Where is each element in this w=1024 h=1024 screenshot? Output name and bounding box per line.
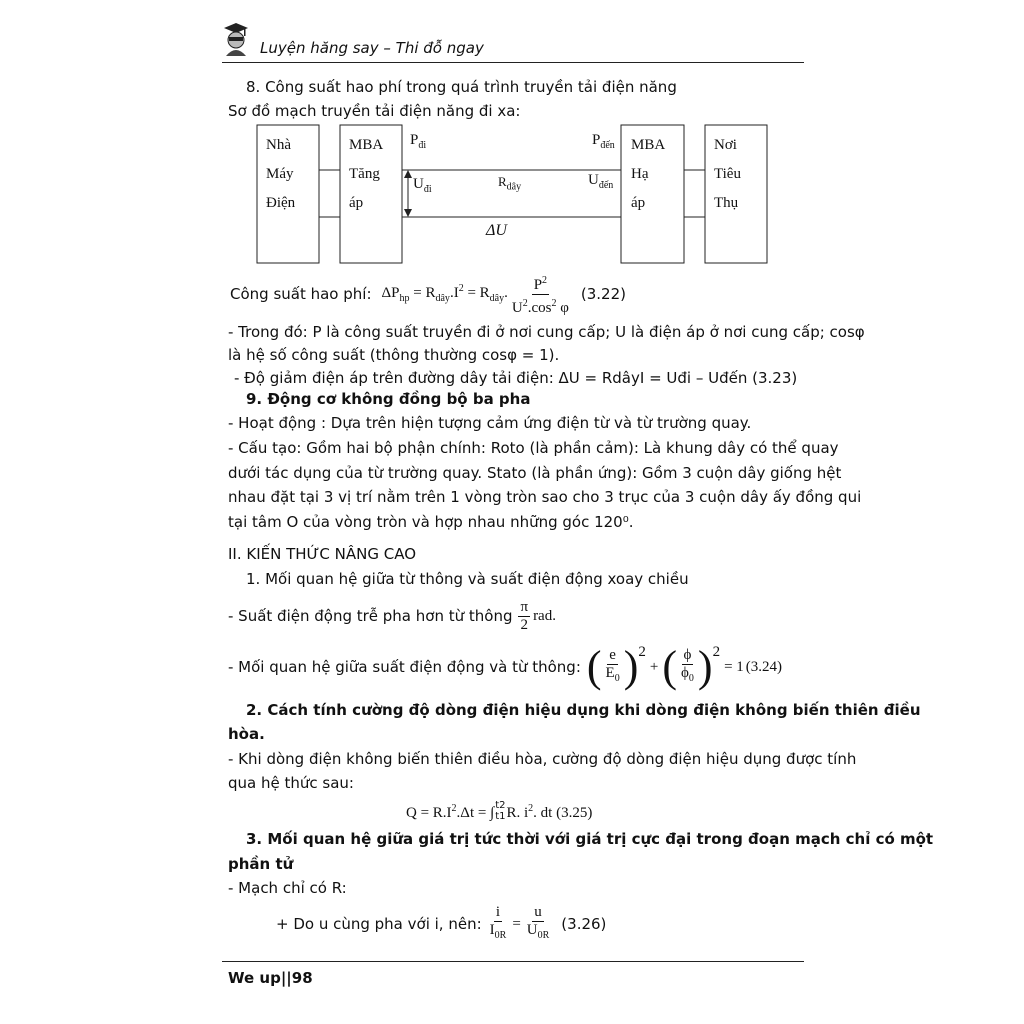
formula-3-25: $Q = R.I^2.\Delta t$ = ∫ t2 t1 R. $i^2$. dt (3.25)	[406, 800, 593, 822]
header-title: Luyện hăng say – Thi đỗ ngay	[260, 39, 484, 57]
text-p4d: tại tâm O của vòng tròn và hợp nhau những góc 120⁰.	[228, 513, 634, 531]
text-p1a: - Trong đó: P là công suất truyền đi ở nơi cung cấp; U là điện áp ở nơi cung cấp; cosφ	[228, 323, 865, 341]
text-p1b: là hệ số công suất (thông thường cosφ = 1).	[228, 346, 560, 364]
box1-line3: Điện	[266, 195, 296, 211]
section-8-heading: 8. Công suất hao phí trong quá trình truyền tải điện năng	[246, 78, 677, 96]
section-II-heading: II. KIẾN THỨC NÂNG CAO	[228, 545, 417, 563]
text-p5: - Suất điện động trễ pha hơn từ thông $\frac{\pi}{2}$ rad.	[228, 598, 556, 633]
section-8-intro: Sơ đồ mạch truyền tải điện năng đi xa:	[228, 102, 521, 120]
text-p6: - Mối quan hệ giữa suất điện động và từ thông: ( $\frac{e}{E_0}$ ) 2 + ( $\frac{\phi}{\phi_0}$ ) 2 = 1 (3.24)	[228, 642, 783, 691]
formula-3-22-fraction: $\frac{P^2}{U^2.\cos^2 \varphi}$	[510, 272, 571, 317]
arrow-down-icon	[404, 209, 412, 217]
box1-line1: Nhà	[266, 137, 291, 153]
box4-line3: Thụ	[714, 195, 739, 211]
formula-3-22-label: Công suất hao phí:	[230, 285, 372, 303]
transmission-diagram	[250, 120, 780, 270]
text-p4b: dưới tác dụng của từ trường quay. Stato (là phần ứng): Gồm 3 cuộn dây giống hệt	[228, 464, 842, 482]
formula-3-22: Công suất hao phí: $\Delta P_{hp} = R_{dây}.I^2 = R_{dây}$. $\frac{P^2}{U^2.\cos^2 \varphi}$ (3.22)	[230, 274, 626, 314]
label-r-day: $R_{dây}$	[498, 174, 522, 193]
box2-line3: áp	[349, 195, 364, 211]
arrow-up-icon	[404, 170, 412, 178]
subsection-1-heading: 1. Mối quan hệ giữa từ thông và suất điện động xoay chiều	[246, 570, 689, 588]
pi-over-2: $\frac{\pi}{2}$	[520, 598, 529, 633]
subsection-3-heading-b: phần tử	[228, 855, 294, 873]
text-p4c: nhau đặt tại 3 vị trí nằm trên 1 vòng tròn sao cho 3 trục của 3 cuộn dây ấy đồng qui	[228, 488, 862, 506]
box2-line1: MBA	[349, 137, 384, 153]
subsection-3-heading-a: 3. Mối quan hệ giữa giá trị tức thời với giá trị cực đại trong đoạn mạch chỉ có một	[246, 830, 934, 848]
label-p-den: $P_{đến}$	[592, 132, 615, 151]
label-delta-u: ΔU	[486, 222, 507, 239]
footer-page-label: We up||98	[228, 969, 313, 987]
text-p7b: qua hệ thức sau:	[228, 774, 354, 792]
footer-rule	[222, 961, 804, 962]
text-p8: - Mạch chỉ có R:	[228, 879, 347, 897]
label-p-di: $P_{đi}$	[410, 132, 427, 151]
box1-line2: Máy	[266, 166, 294, 182]
label-u-den: $U_{đến}$	[588, 172, 614, 191]
label-u-di: $U_{đi}$	[413, 176, 432, 195]
box3-line1: MBA	[631, 137, 666, 153]
text-p4a: - Cấu tạo: Gồm hai bộ phận chính: Roto (là phần cảm): Là khung dây có thể quay	[228, 439, 839, 457]
formula-3-26: + Do u cùng pha với i, nên: $\frac{i}{I_{0R}}$ = $\frac{u}{U_{0R}}$ (3.26)	[276, 904, 607, 941]
box3-line2: Hạ	[631, 166, 649, 182]
subsection-2-heading-b: hòa.	[228, 725, 265, 743]
subsection-2-heading-a: 2. Cách tính cường độ dòng điện hiệu dụng khi dòng điện không biến thiên điều	[246, 701, 921, 719]
text-p3: - Hoạt động : Dựa trên hiện tượng cảm ứng điện từ và từ trường quay.	[228, 414, 752, 432]
header-rule	[222, 62, 804, 63]
box4-line2: Tiêu	[714, 166, 741, 182]
box3-line3: áp	[631, 195, 646, 211]
box4-line1: Nơi	[714, 137, 737, 153]
section-9-heading: 9. Động cơ không đồng bộ ba pha	[246, 390, 531, 408]
text-p7a: - Khi dòng điện không biến thiên điều hòa, cường độ dòng điện hiệu dụng được tính	[228, 750, 857, 768]
mascot-icon	[222, 22, 250, 56]
formula-3-22-tag: (3.22)	[580, 285, 626, 303]
text-p2: - Độ giảm điện áp trên đường dây tải điện: ΔU = RdâyI = Uđi – Uđến (3.23)	[234, 369, 798, 387]
box2-line2: Tăng	[349, 166, 380, 182]
